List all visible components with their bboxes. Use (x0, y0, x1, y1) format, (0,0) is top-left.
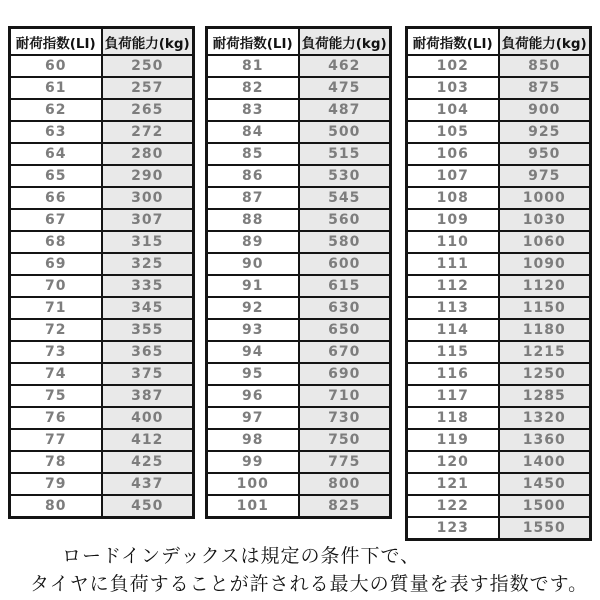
load-capacity-cell: 345 (102, 297, 194, 319)
table-row (207, 407, 391, 429)
table-row (10, 407, 194, 429)
load-index-cell: 98 (207, 429, 299, 451)
header-load-capacity: 負荷能力(kg) (102, 28, 194, 56)
table-row (407, 385, 591, 407)
load-index-cell: 76 (10, 407, 102, 429)
load-index-cell: 77 (10, 429, 102, 451)
load-capacity-cell: 1090 (499, 253, 591, 275)
table-row (10, 187, 194, 209)
load-capacity-cell: 450 (102, 495, 194, 518)
load-index-cell: 109 (407, 209, 499, 231)
table-row (207, 253, 391, 275)
table-row (207, 429, 391, 451)
load-index-cell: 82 (207, 77, 299, 99)
table-row (407, 165, 591, 187)
header-load-index: 耐荷指数(LI) (207, 28, 299, 56)
table-row (10, 253, 194, 275)
load-index-cell: 83 (207, 99, 299, 121)
caption-line-2: タイヤに負荷することが許される最大の質量を表す指数です。 (30, 573, 589, 595)
load-index-table-81-101 (205, 26, 392, 519)
load-capacity-cell: 250 (102, 55, 194, 77)
load-capacity-cell: 1215 (499, 341, 591, 363)
table-row (407, 297, 591, 319)
table-row (407, 209, 591, 231)
load-index-cell: 116 (407, 363, 499, 385)
load-index-cell: 121 (407, 473, 499, 495)
header-row (207, 28, 391, 56)
table-row (407, 121, 591, 143)
table-row (10, 77, 194, 99)
load-index-cell: 68 (10, 231, 102, 253)
table-row (10, 429, 194, 451)
table-row (10, 341, 194, 363)
load-index-cell: 74 (10, 363, 102, 385)
load-index-table-60-80 (8, 26, 195, 519)
load-index-cell: 90 (207, 253, 299, 275)
load-capacity-cell: 750 (299, 429, 391, 451)
load-index-cell: 81 (207, 55, 299, 77)
table-row (10, 209, 194, 231)
load-capacity-cell: 1450 (499, 473, 591, 495)
load-index-cell: 67 (10, 209, 102, 231)
load-index-cell: 62 (10, 99, 102, 121)
load-index-cell: 122 (407, 495, 499, 517)
load-capacity-cell: 290 (102, 165, 194, 187)
load-index-table-102-123 (405, 26, 592, 541)
load-index-cell: 108 (407, 187, 499, 209)
load-index-cell: 89 (207, 231, 299, 253)
table-row (207, 495, 391, 518)
load-index-cell: 105 (407, 121, 499, 143)
load-index-cell: 92 (207, 297, 299, 319)
load-index-cell: 86 (207, 165, 299, 187)
load-index-cell: 91 (207, 275, 299, 297)
load-index-cell: 111 (407, 253, 499, 275)
table-row (407, 407, 591, 429)
load-index-cell: 102 (407, 55, 499, 77)
load-index-cell: 97 (207, 407, 299, 429)
load-capacity-cell: 850 (499, 55, 591, 77)
load-capacity-cell: 1000 (499, 187, 591, 209)
load-capacity-cell: 670 (299, 341, 391, 363)
load-capacity-cell: 730 (299, 407, 391, 429)
table-row (407, 517, 591, 540)
load-capacity-cell: 690 (299, 363, 391, 385)
load-capacity-cell: 650 (299, 319, 391, 341)
table-row (207, 451, 391, 473)
load-index-cell: 107 (407, 165, 499, 187)
table-row (10, 451, 194, 473)
table-row (10, 297, 194, 319)
load-index-cell: 110 (407, 231, 499, 253)
table-row (207, 187, 391, 209)
load-index-cell: 63 (10, 121, 102, 143)
load-index-cell: 69 (10, 253, 102, 275)
load-capacity-cell: 1360 (499, 429, 591, 451)
load-capacity-cell: 500 (299, 121, 391, 143)
table-row (10, 121, 194, 143)
table-row (207, 363, 391, 385)
load-index-cell: 123 (407, 517, 499, 540)
table-row (407, 231, 591, 253)
table-row (407, 187, 591, 209)
table-row (207, 473, 391, 495)
load-capacity-cell: 475 (299, 77, 391, 99)
load-capacity-cell: 307 (102, 209, 194, 231)
load-capacity-cell: 375 (102, 363, 194, 385)
load-index-cell: 87 (207, 187, 299, 209)
load-capacity-cell: 925 (499, 121, 591, 143)
table-row (407, 143, 591, 165)
load-index-cell: 70 (10, 275, 102, 297)
table-row (407, 473, 591, 495)
header-load-capacity: 負荷能力(kg) (499, 28, 591, 56)
table-row (207, 55, 391, 77)
table-row (407, 495, 591, 517)
load-index-cell: 103 (407, 77, 499, 99)
load-capacity-cell: 580 (299, 231, 391, 253)
load-capacity-cell: 1150 (499, 297, 591, 319)
load-capacity-cell: 1250 (499, 363, 591, 385)
table-row (407, 429, 591, 451)
load-capacity-cell: 775 (299, 451, 391, 473)
table-row (407, 451, 591, 473)
caption-line-1: ロードインデックスは規定の条件下で、 (62, 545, 421, 567)
load-capacity-cell: 600 (299, 253, 391, 275)
table-row (407, 99, 591, 121)
load-capacity-cell: 975 (499, 165, 591, 187)
table-row (407, 253, 591, 275)
table-row (10, 99, 194, 121)
table-row (207, 165, 391, 187)
table-row (407, 275, 591, 297)
load-capacity-cell: 487 (299, 99, 391, 121)
load-capacity-cell: 425 (102, 451, 194, 473)
load-index-cell: 100 (207, 473, 299, 495)
table-row (407, 319, 591, 341)
load-capacity-cell: 630 (299, 297, 391, 319)
table-row (207, 385, 391, 407)
table-row (10, 143, 194, 165)
load-capacity-cell: 325 (102, 253, 194, 275)
table-row (10, 473, 194, 495)
load-capacity-cell: 1400 (499, 451, 591, 473)
load-capacity-cell: 900 (499, 99, 591, 121)
load-capacity-cell: 1120 (499, 275, 591, 297)
table-row (207, 143, 391, 165)
load-index-cell: 114 (407, 319, 499, 341)
load-index-cell: 104 (407, 99, 499, 121)
load-capacity-cell: 1180 (499, 319, 591, 341)
load-capacity-cell: 315 (102, 231, 194, 253)
table-row (207, 77, 391, 99)
load-index-cell: 73 (10, 341, 102, 363)
table-row (207, 209, 391, 231)
load-index-cell: 101 (207, 495, 299, 518)
load-index-cell: 75 (10, 385, 102, 407)
table-row (10, 275, 194, 297)
load-capacity-cell: 1030 (499, 209, 591, 231)
load-index-cell: 113 (407, 297, 499, 319)
load-capacity-cell: 1500 (499, 495, 591, 517)
load-index-cell: 85 (207, 143, 299, 165)
table-row (207, 121, 391, 143)
load-index-cell: 80 (10, 495, 102, 518)
table-row (407, 341, 591, 363)
load-index-cell: 94 (207, 341, 299, 363)
load-capacity-cell: 1550 (499, 517, 591, 540)
load-index-cell: 72 (10, 319, 102, 341)
load-index-cell: 65 (10, 165, 102, 187)
table-row (407, 363, 591, 385)
load-index-cell: 61 (10, 77, 102, 99)
load-index-cell: 120 (407, 451, 499, 473)
load-capacity-cell: 462 (299, 55, 391, 77)
table-row (10, 319, 194, 341)
table-row (10, 55, 194, 77)
header-load-index: 耐荷指数(LI) (407, 28, 499, 56)
load-capacity-cell: 950 (499, 143, 591, 165)
load-capacity-cell: 515 (299, 143, 391, 165)
table-row (10, 165, 194, 187)
load-capacity-cell: 1285 (499, 385, 591, 407)
load-capacity-cell: 257 (102, 77, 194, 99)
load-capacity-cell: 530 (299, 165, 391, 187)
load-index-cell: 117 (407, 385, 499, 407)
load-capacity-cell: 412 (102, 429, 194, 451)
load-capacity-cell: 1320 (499, 407, 591, 429)
load-capacity-cell: 387 (102, 385, 194, 407)
table-row (10, 385, 194, 407)
load-index-cell: 60 (10, 55, 102, 77)
load-index-cell: 119 (407, 429, 499, 451)
header-row (10, 28, 194, 56)
table-row (207, 99, 391, 121)
load-index-cell: 71 (10, 297, 102, 319)
load-capacity-cell: 300 (102, 187, 194, 209)
table-row (207, 275, 391, 297)
load-index-cell: 112 (407, 275, 499, 297)
table-row (407, 55, 591, 77)
load-index-cell: 96 (207, 385, 299, 407)
load-index-cell: 115 (407, 341, 499, 363)
load-capacity-cell: 272 (102, 121, 194, 143)
header-load-index: 耐荷指数(LI) (10, 28, 102, 56)
table-row (207, 231, 391, 253)
load-index-cell: 99 (207, 451, 299, 473)
load-index-cell: 84 (207, 121, 299, 143)
load-index-cell: 66 (10, 187, 102, 209)
load-capacity-cell: 615 (299, 275, 391, 297)
load-index-cell: 106 (407, 143, 499, 165)
header-load-capacity: 負荷能力(kg) (299, 28, 391, 56)
load-capacity-cell: 800 (299, 473, 391, 495)
table-row (10, 495, 194, 518)
load-index-cell: 95 (207, 363, 299, 385)
load-index-cell: 118 (407, 407, 499, 429)
load-capacity-cell: 710 (299, 385, 391, 407)
header-row (407, 28, 591, 56)
table-row (207, 319, 391, 341)
load-capacity-cell: 825 (299, 495, 391, 518)
load-capacity-cell: 1060 (499, 231, 591, 253)
load-capacity-cell: 545 (299, 187, 391, 209)
load-index-cell: 64 (10, 143, 102, 165)
load-capacity-cell: 437 (102, 473, 194, 495)
load-capacity-cell: 335 (102, 275, 194, 297)
table-row (10, 231, 194, 253)
load-index-cell: 88 (207, 209, 299, 231)
load-index-cell: 93 (207, 319, 299, 341)
load-capacity-cell: 400 (102, 407, 194, 429)
load-capacity-cell: 280 (102, 143, 194, 165)
table-row (207, 297, 391, 319)
load-capacity-cell: 365 (102, 341, 194, 363)
table-row (407, 77, 591, 99)
table-row (207, 341, 391, 363)
load-capacity-cell: 265 (102, 99, 194, 121)
load-capacity-cell: 875 (499, 77, 591, 99)
load-index-cell: 78 (10, 451, 102, 473)
load-capacity-cell: 560 (299, 209, 391, 231)
table-row (10, 363, 194, 385)
load-index-cell: 79 (10, 473, 102, 495)
load-capacity-cell: 355 (102, 319, 194, 341)
